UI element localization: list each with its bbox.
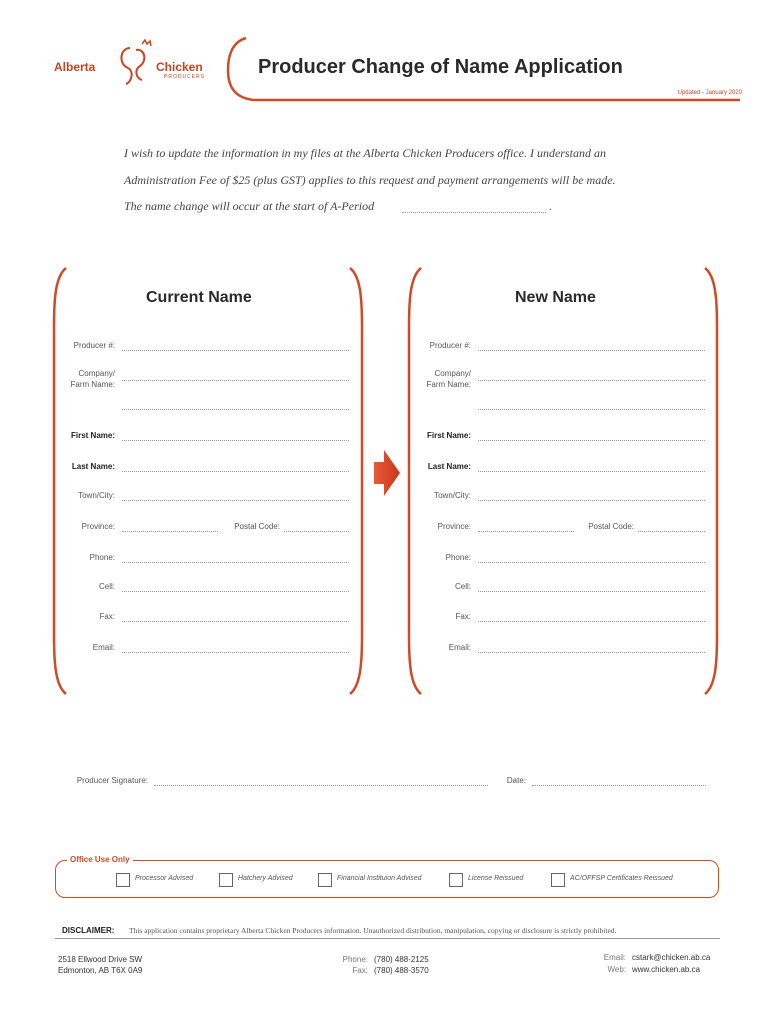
current-last-field[interactable] [122, 471, 349, 472]
new-company-label-1: Company/ [434, 369, 471, 378]
email-link[interactable]: cstark@chicken.ab.ca [632, 953, 711, 962]
disclaimer-divider [55, 938, 720, 939]
current-producer-field[interactable] [122, 350, 349, 351]
current-fax-field[interactable] [122, 621, 349, 622]
intro-line-3-end: . [549, 199, 552, 213]
address-line-1: 2518 Ellwood Drive SW [58, 955, 143, 964]
current-first-label: First Name: [70, 431, 115, 440]
current-phone-label: Phone: [89, 553, 115, 562]
fax-number: (780) 488-3570 [374, 966, 429, 975]
current-company-field-1[interactable] [122, 380, 349, 381]
office-checkbox[interactable] [449, 873, 463, 887]
disclaimer-label: DISCLAIMER: [62, 926, 115, 935]
current-name-heading: Current Name [146, 289, 252, 306]
new-panel-frame [405, 266, 723, 696]
current-phone-field[interactable] [122, 562, 349, 563]
new-last-field[interactable] [478, 471, 705, 472]
office-checkbox-label: Financial Instituion Advised [337, 875, 422, 882]
current-cell-field[interactable] [122, 591, 349, 592]
address-line-2: Edmonton, AB T6X 0A9 [58, 966, 143, 975]
current-panel-frame [50, 266, 368, 696]
current-producer-label: Producer #: [73, 341, 115, 350]
new-fax-field[interactable] [478, 621, 705, 622]
web-link[interactable]: www.chicken.ab.ca [632, 965, 701, 974]
new-postal-field[interactable] [638, 531, 705, 532]
intro-line-1: I wish to update the information in my files at the Alberta Chicken Producers office. I understand an [124, 146, 606, 160]
logo [52, 38, 212, 88]
updated-date: Updated - January 2020 [677, 90, 742, 96]
date-label: Date: [506, 776, 526, 785]
disclaimer-text: This application contains proprietary Alberta Chicken Producers information. Unauthorized distribution, manipulation, copying or disclosure is strictly prohibited. [129, 926, 617, 935]
logo-word-chicken: Chicken [156, 60, 203, 74]
current-postal-label: Postal Code: [234, 522, 280, 531]
office-checkbox[interactable] [551, 873, 565, 887]
new-fax-label: Fax: [455, 612, 471, 621]
email-label: Email: [603, 953, 626, 962]
new-company-field-2[interactable] [478, 409, 705, 410]
current-town-field[interactable] [122, 500, 349, 501]
a-period-field[interactable] [402, 212, 546, 213]
office-checkbox[interactable] [318, 873, 332, 887]
new-name-heading: New Name [515, 289, 596, 306]
new-phone-field[interactable] [478, 562, 705, 563]
current-last-label: Last Name: [71, 462, 115, 471]
new-first-field[interactable] [478, 440, 705, 441]
office-checkbox-label: License Reissued [468, 875, 524, 882]
current-cell-label: Cell: [98, 582, 115, 591]
phone-label: Phone: [342, 955, 368, 964]
office-checkbox-label: Processor Advised [135, 875, 194, 882]
current-email-label: Email: [92, 643, 115, 652]
new-cell-label: Cell: [454, 582, 471, 591]
current-province-label: Province: [81, 522, 115, 531]
current-company-field-2[interactable] [122, 409, 349, 410]
new-email-label: Email: [448, 643, 471, 652]
current-town-label: Town/City: [78, 491, 115, 500]
page-title: Producer Change of Name Application [258, 56, 623, 78]
current-email-field[interactable] [122, 652, 349, 653]
new-phone-label: Phone: [445, 553, 471, 562]
phone-number: (780) 488-2125 [374, 955, 429, 964]
office-checkbox[interactable] [219, 873, 233, 887]
current-province-field[interactable] [122, 531, 218, 532]
current-company-label-2: Farm Name: [70, 380, 115, 389]
date-field[interactable] [532, 785, 706, 786]
new-company-field-1[interactable] [478, 380, 705, 381]
new-town-label: Town/City: [434, 491, 471, 500]
chicken-logo-icon [106, 38, 156, 88]
new-postal-label: Postal Code: [588, 522, 634, 531]
current-first-field[interactable] [122, 440, 349, 441]
new-company-label-2: Farm Name: [426, 380, 471, 389]
logo-word-producers: PRODUCERS [164, 74, 205, 80]
office-checkbox-label: AC/OFFSP Certificates Reissued [570, 875, 673, 882]
web-label: Web: [607, 965, 626, 974]
intro-line-3: The name change will occur at the start of A-Period [124, 199, 375, 213]
signature-field[interactable] [154, 785, 488, 786]
new-producer-field[interactable] [478, 350, 705, 351]
office-use-title: Office Use Only [67, 855, 133, 864]
new-first-label: First Name: [426, 431, 471, 440]
current-postal-field[interactable] [284, 531, 349, 532]
new-email-field[interactable] [478, 652, 705, 653]
new-producer-label: Producer #: [429, 341, 471, 350]
current-fax-label: Fax: [99, 612, 115, 621]
signature-label: Producer Signature: [76, 776, 148, 785]
new-cell-field[interactable] [478, 591, 705, 592]
office-checkbox-label: Hatchery Advised [238, 875, 293, 882]
new-last-label: Last Name: [427, 462, 471, 471]
office-checkbox[interactable] [116, 873, 130, 887]
new-province-label: Province: [437, 522, 471, 531]
fax-label: Fax: [352, 966, 368, 975]
current-company-label-1: Company/ [78, 369, 115, 378]
new-town-field[interactable] [478, 500, 705, 501]
logo-word-alberta: Alberta [54, 60, 96, 74]
intro-line-2: Administration Fee of $25 (plus GST) applies to this request and payment arrangements will be made. [124, 173, 616, 187]
new-province-field[interactable] [478, 531, 574, 532]
